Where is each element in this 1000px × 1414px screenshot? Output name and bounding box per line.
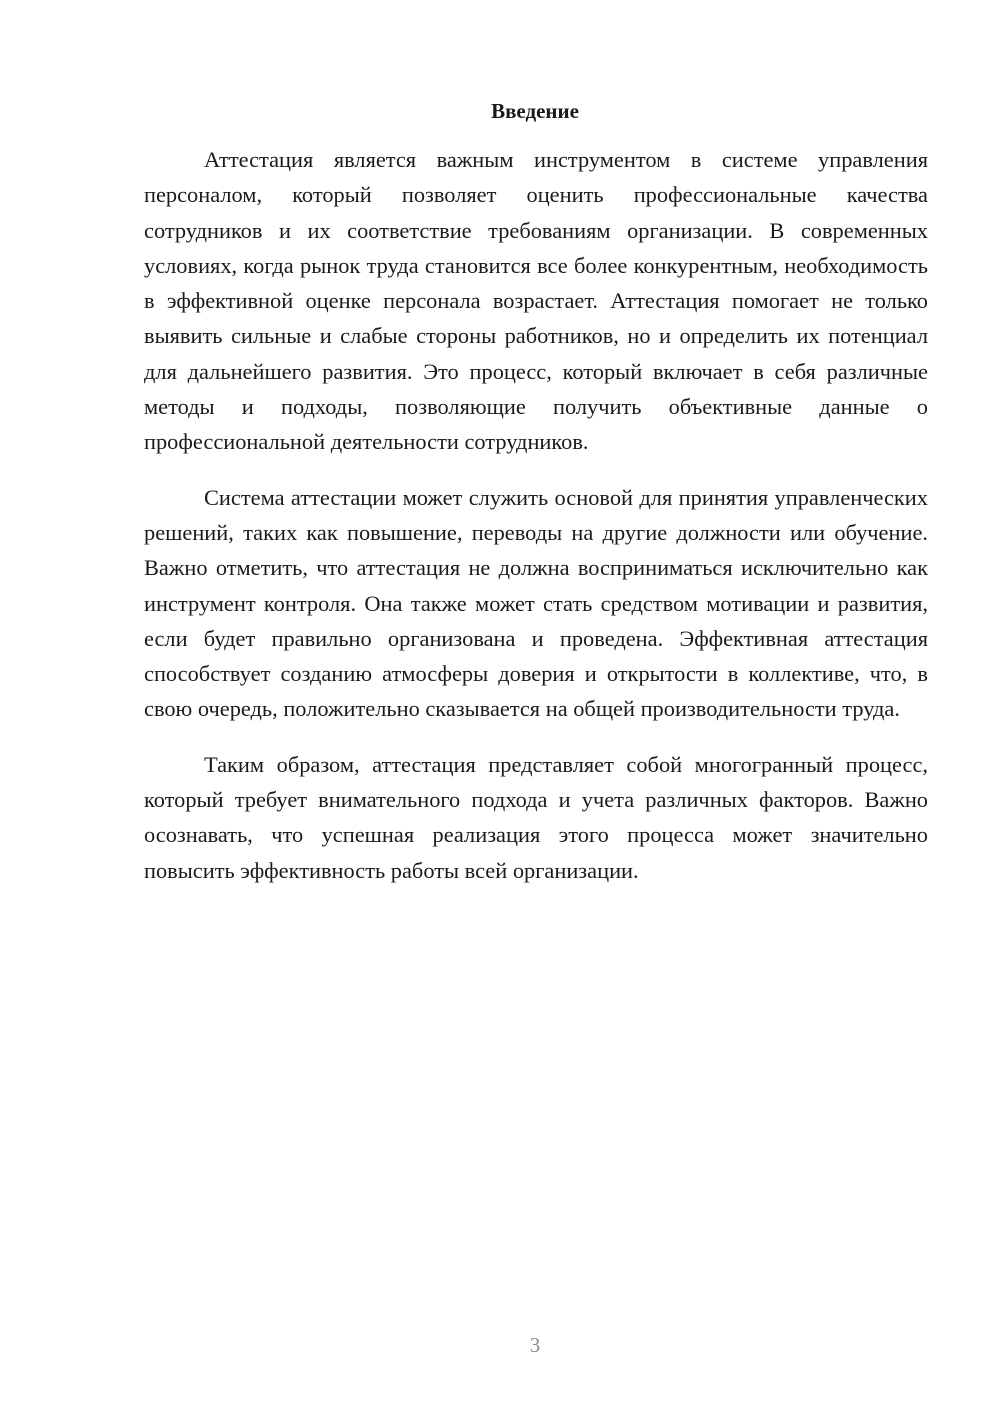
paragraph-3: Таким образом, аттестация представляет собой многогранный процесс, который требует внимательного подхода и учета различных факторов. Важно осознавать, что успешная реализация этого процесса может значительно повысить эффективность работы всей организации.	[144, 751, 928, 883]
document-body	[144, 142, 928, 908]
paragraph-2: Система аттестации может служить основой для принятия управленческих решений, таких как повышение, переводы на другие должности или обучение. Важно отметить, что аттестация не должна восприниматься исключительно как инструмент контроля. Она также может стать средством мотивации и развития, если будет правильно организована и проведена. Эффективная аттестация способствует созданию атмосферы доверия и открытости в коллективе, что, в свою очередь, положительно сказывается на общей производительности труда.	[144, 484, 928, 722]
paragraph-1: Аттестация является важным инструментом в системе управления персоналом, который позволяет оценить профессиональные качества сотрудников и их соответствие требованиям организации. В современных условиях, когда рынок труда становится все более конкурентным, необходимость в эффективной оценке персонала возрастает. Аттестация помогает не только выявить сильные и слабые стороны работников, но и определить их потенциал для дальнейшего развития. Это процесс, который включает в себя различные методы и подходы, позволяющие получить объективные данные о профессиональной деятельности сотрудников.	[144, 147, 928, 455]
page-number: 3	[529, 1333, 541, 1357]
section-heading: Введение	[491, 99, 579, 123]
